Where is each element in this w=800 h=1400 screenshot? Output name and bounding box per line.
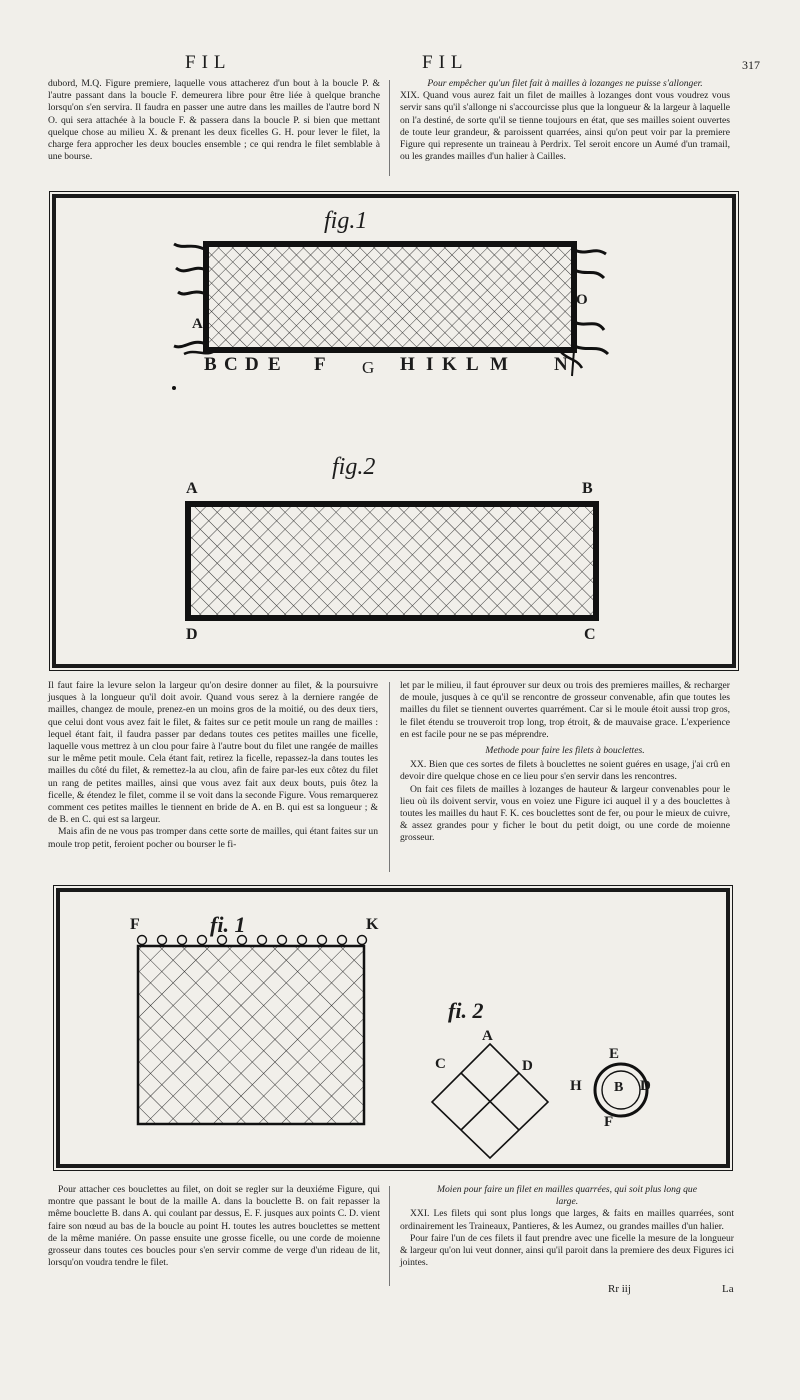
ring-label-h: H — [570, 1078, 582, 1094]
column-rule — [389, 682, 390, 872]
paragraph: dubord, M.Q. Figure premiere, laquelle vous attacherez d'un bout à la boucle P. & l'autre passant dans la boucle F. demeurera libre pour être liée à quelque branche lorsqu'on s'en servira. Il faudra en passer une autre dans les mailles de l'autre bord N O. qui sera attachée à la boucle F. & passera dans la boucle P. si bien que mettant quelque chose au milieu X. & prenant les deux ficelles G. H. pour lever le filet, la charge fera approcher les deux boucles ensemble ; ce qui rendra le filet semblable à une bourse. — [48, 78, 380, 163]
ring-label-d: D — [640, 1078, 651, 1094]
fig1-label-d: D — [245, 354, 259, 375]
fig1-label-c: C — [224, 354, 238, 375]
signature-mark: Rr iij — [608, 1283, 631, 1295]
text-top-left — [48, 78, 380, 163]
running-head-left: FIL — [185, 52, 232, 73]
plate-1-drawing — [56, 198, 732, 664]
fig1-label-n: N — [554, 354, 568, 375]
fig1-label-k: K — [442, 354, 457, 375]
page-number: 317 — [742, 58, 760, 72]
ring-label-f: F — [604, 1114, 614, 1130]
paragraph: Mais afin de ne vous pas tromper dans cette sorte de mailles, qui étant faites sur un moule trop petit, feroient pocher ou bourser le fi- — [48, 826, 378, 850]
paragraph: XX. Bien que ces sortes de filets à bouclettes ne soient guéres en usage, j'ai crû en devoir dire quelque chose en ce lieu pour s'en servir dans les rencontres. — [400, 759, 730, 783]
fig1-label-f: F — [314, 354, 326, 375]
fig1-label-o: O — [576, 292, 588, 308]
engraving-plate-2 — [56, 888, 730, 1168]
paragraph: XIX. Quand vous aurez fait un filet de mailles à lozanges dont vous voudrez vous servir sans qu'il s'allonge ni s'accourcisse plus que la longueur & la largeur à laquelle on l'a destiné, de sorte qu'il se tienne toujours en état, que ses mailles soient ouvertes de toute leur grandeur, & paroissent quarrées, ainsi qu'on peut voir par la premiere Figure qui represente un traineau à Perdrix. Tel seroit encore un Aumé d'un tramail, ou les grandes mailles d'un halier à Cailles. — [400, 90, 730, 163]
catchword: La — [722, 1283, 734, 1295]
paragraph: Pour faire l'un de ces filets il faut prendre avec une ficelle la mesure de la longueur & largeur qu'on lui veut donner, ainsi qu'il paroit dans la premiere des deux Figures ici jointes. — [400, 1232, 734, 1269]
section-title: Pour empêcher qu'un filet fait à mailles à lozanges ne puisse s'allonger. — [427, 78, 703, 89]
fig1-label-g: G — [362, 358, 375, 377]
text-middle-right — [400, 680, 730, 845]
column-rule — [389, 1186, 390, 1286]
bouclette-net — [138, 946, 364, 1124]
corner-label-f: F — [130, 916, 140, 933]
diamond-label-c: C — [435, 1056, 446, 1072]
text-top-right — [400, 78, 730, 163]
text-bottom-right — [400, 1184, 734, 1269]
fig2-corner-c: C — [584, 626, 596, 643]
paragraph: let par le milieu, il faut éprouver sur deux ou trois des premieres mailles, & recharger de moule, jusques à ce qu'il se rencontre de grosseur convenable, afin que toutes les mailles du filet se tiennent ouvertes quarrément. Car si le moule étoit aussi trop gros, le filet étendu se trouveroit trop long, trop étroit, & de mauvaise grace. L'experience en est facile pour ne se pas méprendre. — [400, 680, 730, 740]
ring-label-e: E — [609, 1046, 620, 1062]
diamond-label-d: D — [522, 1058, 533, 1074]
fig1-label-e: E — [268, 354, 281, 375]
fig2-corner-a: A — [186, 480, 198, 497]
corner-label-k: K — [366, 916, 379, 933]
paragraph: Pour attacher ces bouclettes au filet, on doit se regler sur la deuxiéme Figure, qui montre que passant le bout de la maille A. dans la bouclette B. on fait repasser la même bouclette B. dans A. qui coulant par dessus, E. F. jusques aux points C. D. vient faire son nœud au bas de la boucle au point H. toutes les autres bouclettes se mettent de la même maniére. On passe ensuite une grosse ficelle, ou une corde de moienne grosseur dans toutes ces boucles pour s'en servir comme de verge d'un rideau de lit, lorsqu'on voudra tendre le filet. — [48, 1184, 380, 1269]
running-head-right: FIL — [422, 52, 469, 73]
fig1-label-l: L — [466, 354, 479, 375]
paragraph: On fait ces filets de mailles à lozanges de hauteur & largeur convenables pour le lieu où ils doivent servir, vous en voiez une Figure ici auquel il y a des bouclettes à toutes les mailles du haut F. K. ces bouclettes sont de fer, ou pour le mieux de cuivre, & assez grandes pour y ficher le bout du petit doigt, ou une corde de moienne grosseur. — [400, 783, 730, 844]
diamond-label-a: A — [482, 1028, 493, 1044]
text-middle-left — [48, 680, 378, 851]
fig1-label-b: B — [204, 354, 217, 375]
ring-label-b: B — [614, 1080, 624, 1095]
fig2-corner-d: D — [186, 626, 198, 643]
fig1-net — [174, 244, 608, 368]
paragraph: Il faut faire la levure selon la largeur qu'on desire donner au filet, & la poursuivre jusques à la longueur qu'il doit avoir. Quand vous serez à la derniere rangée de mailles, changez de moule, prenez-en un moins gros de la moitié, ou des deux tiers, que celui dont vous avez fait le filet, & faites sur ce petit moule un rang de mailles : lequel étant fait, il faudra passer par dedans toutes ces petites mailles une ficelle, laquelle vous mettrez à un clou pour faire à l'autre bout du filet une rangée de mailles sur le même petit moule. Cela étant fait, retirez la ficelle, repassez-la dans toutes les mailles du côté du filet, & remettez-la au clou, afin de faire par-les eux côtez du filet un rang de petites mailles, ainsi que vous avez fait aux deux bouts, puis ôtez la ficelle, & étendez le filet, comme il se voit dans la seconde Figure. Vous remarquerez comment ces petites mailles le tiennent en bride de A. en B. qui est sa longueur ; & de B. en C. qui est sa largeur. — [48, 680, 378, 826]
bouclette-rings — [138, 936, 367, 945]
section-title: Methode pour faire les filets à bouclettes. — [485, 745, 645, 757]
fig1-title: fig.1 — [324, 208, 368, 234]
plate-2-drawing — [60, 892, 726, 1164]
paragraph: XXI. Les filets qui sont plus longs que larges, & faits en mailles quarrées, sont ordinairement les Traineaux, Pantieres, & les Aumez, ou grandes mailles d'un halier. — [400, 1208, 734, 1232]
fig1-label-a: A — [192, 316, 203, 332]
plate2-fig1-title: fi. 1 — [210, 912, 246, 937]
fig1-label-h: H — [400, 354, 415, 375]
section-title: Moien pour faire un filet en mailles quarrées, qui soit plus long que large. — [437, 1184, 697, 1208]
text-bottom-left — [48, 1184, 380, 1269]
fig2-title: fig.2 — [332, 454, 376, 480]
engraving-plate-1 — [52, 194, 736, 668]
fig1-label-m: M — [490, 354, 508, 375]
fig1-label-i: I — [426, 354, 434, 375]
plate2-fig2-title: fi. 2 — [448, 998, 484, 1023]
fig2-corner-b: B — [582, 480, 593, 497]
fig2-net — [188, 504, 596, 618]
column-rule — [389, 80, 390, 176]
